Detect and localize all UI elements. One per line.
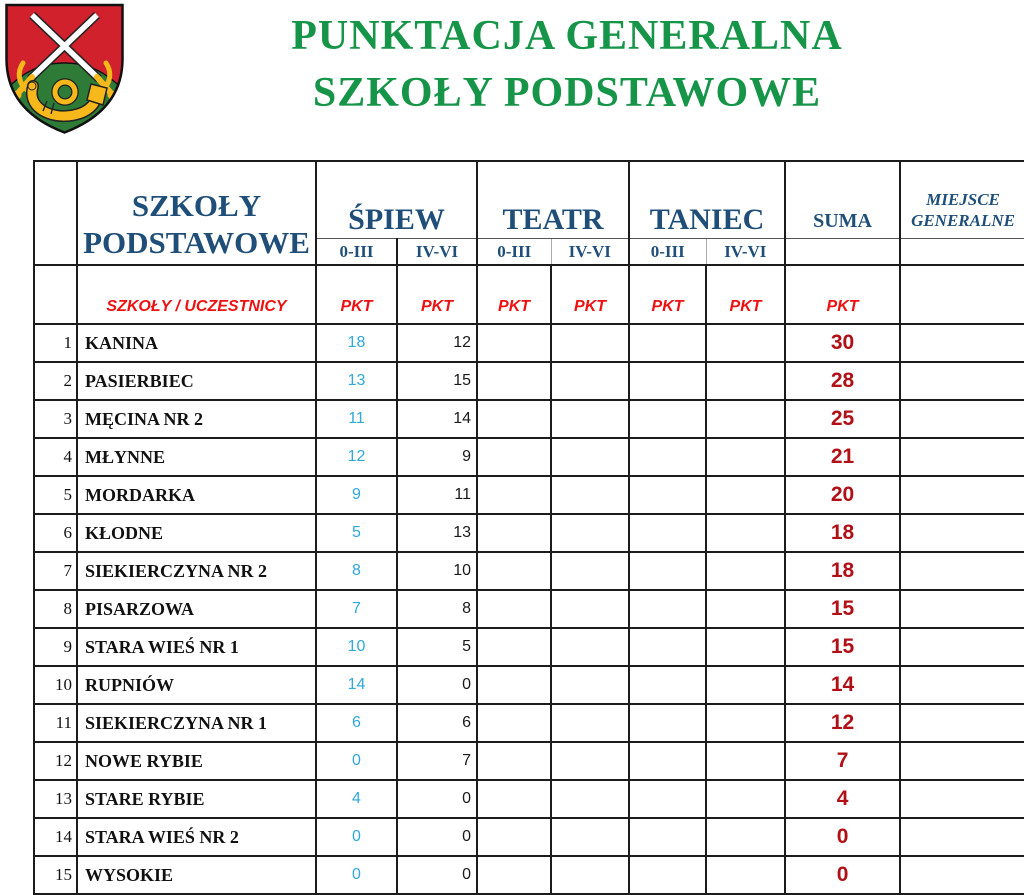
spiew-senior-header: IV-VI [397, 239, 477, 266]
spiew-0-3-points: 4 [316, 780, 397, 818]
spiew-4-6-points: 7 [397, 742, 477, 780]
miejsce-generalne-cell [900, 362, 1024, 400]
table-row [34, 818, 1024, 856]
spiew-4-6-points: 10 [397, 552, 477, 590]
teatr-4-6-points [551, 438, 629, 476]
teatr-4-6-points [551, 628, 629, 666]
spiew-4-6-points: 0 [397, 780, 477, 818]
teatr-0-3-points [477, 818, 551, 856]
teatr-0-3-points [477, 856, 551, 894]
suma-points: 15 [785, 590, 900, 628]
teatr-0-3-points [477, 628, 551, 666]
table-row [34, 628, 1024, 666]
taniec-4-6-points [706, 628, 785, 666]
taniec-4-6-points [706, 324, 785, 362]
scoreboard-table [33, 160, 1024, 895]
suma-points: 18 [785, 514, 900, 552]
miejsce-generalne-cell [900, 514, 1024, 552]
suma-points: 18 [785, 552, 900, 590]
miejsce-generalne-cell [900, 590, 1024, 628]
spiew-0-3-points: 18 [316, 324, 397, 362]
school-name: PASIERBIEC [77, 362, 316, 400]
coat-of-arms [3, 2, 126, 136]
taniec-0-3-points [629, 552, 706, 590]
miejsce-generalne-cell [900, 324, 1024, 362]
spiew-0-3-points: 9 [316, 476, 397, 514]
taniec-0-3-points [629, 324, 706, 362]
schools-header: SZKOŁY PODSTAWOWE [77, 161, 316, 265]
teatr-4-6-points [551, 324, 629, 362]
miejsce-pkt-blank [900, 265, 1024, 324]
table-row [34, 780, 1024, 818]
teatr-4-6-points [551, 400, 629, 438]
taniec-0-3-points [629, 666, 706, 704]
spiew-4-6-points: 0 [397, 856, 477, 894]
teatr-4-6-points [551, 666, 629, 704]
teatr-header: TEATR [477, 161, 629, 239]
spiew-4-6-points: 6 [397, 704, 477, 742]
spiew-junior-pkt-label: PKT [316, 265, 397, 324]
spiew-0-3-points: 0 [316, 818, 397, 856]
miejsce-generalne-cell [900, 704, 1024, 742]
teatr-senior-pkt-label: PKT [551, 265, 629, 324]
table-row [34, 438, 1024, 476]
teatr-0-3-points [477, 666, 551, 704]
page-title [110, 8, 1024, 122]
school-name: SIEKIERCZYNA NR 2 [77, 552, 316, 590]
spiew-4-6-points: 0 [397, 666, 477, 704]
row-number: 4 [34, 438, 77, 476]
taniec-4-6-points [706, 552, 785, 590]
row-number: 7 [34, 552, 77, 590]
teatr-4-6-points [551, 856, 629, 894]
taniec-4-6-points [706, 704, 785, 742]
spiew-senior-pkt-label: PKT [397, 265, 477, 324]
miejsce-generalne-cell [900, 856, 1024, 894]
miejsce-generalne-cell [900, 476, 1024, 514]
teatr-0-3-points [477, 552, 551, 590]
spiew-4-6-points: 14 [397, 400, 477, 438]
taniec-junior-header: 0-III [629, 239, 706, 266]
teatr-0-3-points [477, 742, 551, 780]
header-row-categories [34, 161, 1024, 239]
school-name: PISARZOWA [77, 590, 316, 628]
miejsce-generalne-cell [900, 628, 1024, 666]
miejsce-generalne-cell [900, 666, 1024, 704]
row-number: 13 [34, 780, 77, 818]
suma-points: 20 [785, 476, 900, 514]
suma-header: SUMA [785, 161, 900, 239]
row-number: 11 [34, 704, 77, 742]
teatr-senior-header: IV-VI [551, 239, 629, 266]
suma-points: 21 [785, 438, 900, 476]
row-number: 10 [34, 666, 77, 704]
suma-points: 14 [785, 666, 900, 704]
spiew-junior-header: 0-III [316, 239, 397, 266]
school-name: KANINA [77, 324, 316, 362]
miejsce-generalne-cell [900, 780, 1024, 818]
taniec-4-6-points [706, 742, 785, 780]
teatr-4-6-points [551, 514, 629, 552]
taniec-0-3-points [629, 628, 706, 666]
table-row [34, 856, 1024, 894]
miejsce-generalne-cell [900, 438, 1024, 476]
teatr-4-6-points [551, 818, 629, 856]
taniec-header: TANIEC [629, 161, 785, 239]
table-row [34, 514, 1024, 552]
teatr-4-6-points [551, 742, 629, 780]
spiew-0-3-points: 12 [316, 438, 397, 476]
school-name: WYSOKIE [77, 856, 316, 894]
table-row [34, 362, 1024, 400]
taniec-0-3-points [629, 742, 706, 780]
school-name: SIEKIERCZYNA NR 1 [77, 704, 316, 742]
spiew-0-3-points: 14 [316, 666, 397, 704]
miejsce-generalne-cell [900, 818, 1024, 856]
row-number: 8 [34, 590, 77, 628]
spiew-0-3-points: 11 [316, 400, 397, 438]
row-number: 3 [34, 400, 77, 438]
taniec-0-3-points [629, 780, 706, 818]
school-name: KŁODNE [77, 514, 316, 552]
school-name: STARA WIEŚ NR 1 [77, 628, 316, 666]
taniec-0-3-points [629, 400, 706, 438]
spiew-4-6-points: 8 [397, 590, 477, 628]
header-row-pkt [34, 265, 1024, 324]
taniec-junior-pkt-label: PKT [629, 265, 706, 324]
suma-points: 0 [785, 856, 900, 894]
miejsce-generalne-cell [900, 552, 1024, 590]
taniec-0-3-points [629, 438, 706, 476]
spiew-4-6-points: 12 [397, 324, 477, 362]
taniec-4-6-points [706, 818, 785, 856]
school-name: RUPNIÓW [77, 666, 316, 704]
table-row [34, 704, 1024, 742]
table-row [34, 400, 1024, 438]
teatr-4-6-points [551, 780, 629, 818]
suma-points: 15 [785, 628, 900, 666]
spiew-0-3-points: 0 [316, 856, 397, 894]
table-row [34, 666, 1024, 704]
taniec-senior-header: IV-VI [706, 239, 785, 266]
teatr-0-3-points [477, 400, 551, 438]
taniec-4-6-points [706, 400, 785, 438]
spiew-4-6-points: 15 [397, 362, 477, 400]
taniec-0-3-points [629, 856, 706, 894]
suma-subheader-blank [785, 239, 900, 266]
teatr-0-3-points [477, 704, 551, 742]
spiew-4-6-points: 5 [397, 628, 477, 666]
teatr-4-6-points [551, 362, 629, 400]
suma-points: 12 [785, 704, 900, 742]
suma-points: 0 [785, 818, 900, 856]
taniec-4-6-points [706, 780, 785, 818]
teatr-0-3-points [477, 590, 551, 628]
teatr-0-3-points [477, 362, 551, 400]
school-name: STARE RYBIE [77, 780, 316, 818]
taniec-4-6-points [706, 362, 785, 400]
teatr-0-3-points [477, 438, 551, 476]
school-name: NOWE RYBIE [77, 742, 316, 780]
school-name: MĘCINA NR 2 [77, 400, 316, 438]
taniec-0-3-points [629, 514, 706, 552]
teatr-4-6-points [551, 476, 629, 514]
row-number: 14 [34, 818, 77, 856]
suma-points: 25 [785, 400, 900, 438]
school-name: STARA WIEŚ NR 2 [77, 818, 316, 856]
taniec-senior-pkt-label: PKT [706, 265, 785, 324]
taniec-0-3-points [629, 590, 706, 628]
teatr-0-3-points [477, 780, 551, 818]
school-name: MORDARKA [77, 476, 316, 514]
row-number: 15 [34, 856, 77, 894]
row-number: 12 [34, 742, 77, 780]
spiew-0-3-points: 7 [316, 590, 397, 628]
teatr-4-6-points [551, 590, 629, 628]
suma-points: 4 [785, 780, 900, 818]
taniec-0-3-points [629, 704, 706, 742]
suma-points: 28 [785, 362, 900, 400]
teatr-junior-header: 0-III [477, 239, 551, 266]
suma-points: 30 [785, 324, 900, 362]
taniec-4-6-points [706, 666, 785, 704]
row-number: 5 [34, 476, 77, 514]
suma-pkt-label: PKT [785, 265, 900, 324]
row-number: 1 [34, 324, 77, 362]
teatr-0-3-points [477, 324, 551, 362]
spiew-4-6-points: 11 [397, 476, 477, 514]
page-title-line1: PUNKTACJA GENERALNA [291, 13, 843, 59]
miejsce-generalne-header: MIEJSCE GENERALNE [900, 161, 1024, 239]
miejsce-subheader-blank [900, 239, 1024, 266]
table-row [34, 552, 1024, 590]
spiew-4-6-points: 13 [397, 514, 477, 552]
teatr-4-6-points [551, 552, 629, 590]
participants-label: SZKOŁY / UCZESTNICY [77, 265, 316, 324]
row-number: 2 [34, 362, 77, 400]
taniec-4-6-points [706, 476, 785, 514]
table-row [34, 324, 1024, 362]
taniec-0-3-points [629, 362, 706, 400]
taniec-0-3-points [629, 818, 706, 856]
miejsce-generalne-cell [900, 400, 1024, 438]
suma-points: 7 [785, 742, 900, 780]
row-number-header-blank [34, 161, 77, 265]
taniec-4-6-points [706, 438, 785, 476]
row-number: 9 [34, 628, 77, 666]
spiew-4-6-points: 9 [397, 438, 477, 476]
spiew-0-3-points: 10 [316, 628, 397, 666]
teatr-0-3-points [477, 514, 551, 552]
teatr-4-6-points [551, 704, 629, 742]
spiew-0-3-points: 8 [316, 552, 397, 590]
taniec-4-6-points [706, 590, 785, 628]
table-row [34, 742, 1024, 780]
pkt-row-blank [34, 265, 77, 324]
teatr-junior-pkt-label: PKT [477, 265, 551, 324]
taniec-4-6-points [706, 856, 785, 894]
spiew-4-6-points: 0 [397, 818, 477, 856]
miejsce-generalne-cell [900, 742, 1024, 780]
school-name: MŁYNNE [77, 438, 316, 476]
spiew-0-3-points: 6 [316, 704, 397, 742]
row-number: 6 [34, 514, 77, 552]
spiew-0-3-points: 5 [316, 514, 397, 552]
spiew-header: ŚPIEW [316, 161, 477, 239]
spiew-0-3-points: 0 [316, 742, 397, 780]
table-row [34, 476, 1024, 514]
taniec-0-3-points [629, 476, 706, 514]
taniec-4-6-points [706, 514, 785, 552]
table-row [34, 590, 1024, 628]
page-title-line2: SZKOŁY PODSTAWOWE [312, 70, 822, 116]
spiew-0-3-points: 13 [316, 362, 397, 400]
teatr-0-3-points [477, 476, 551, 514]
